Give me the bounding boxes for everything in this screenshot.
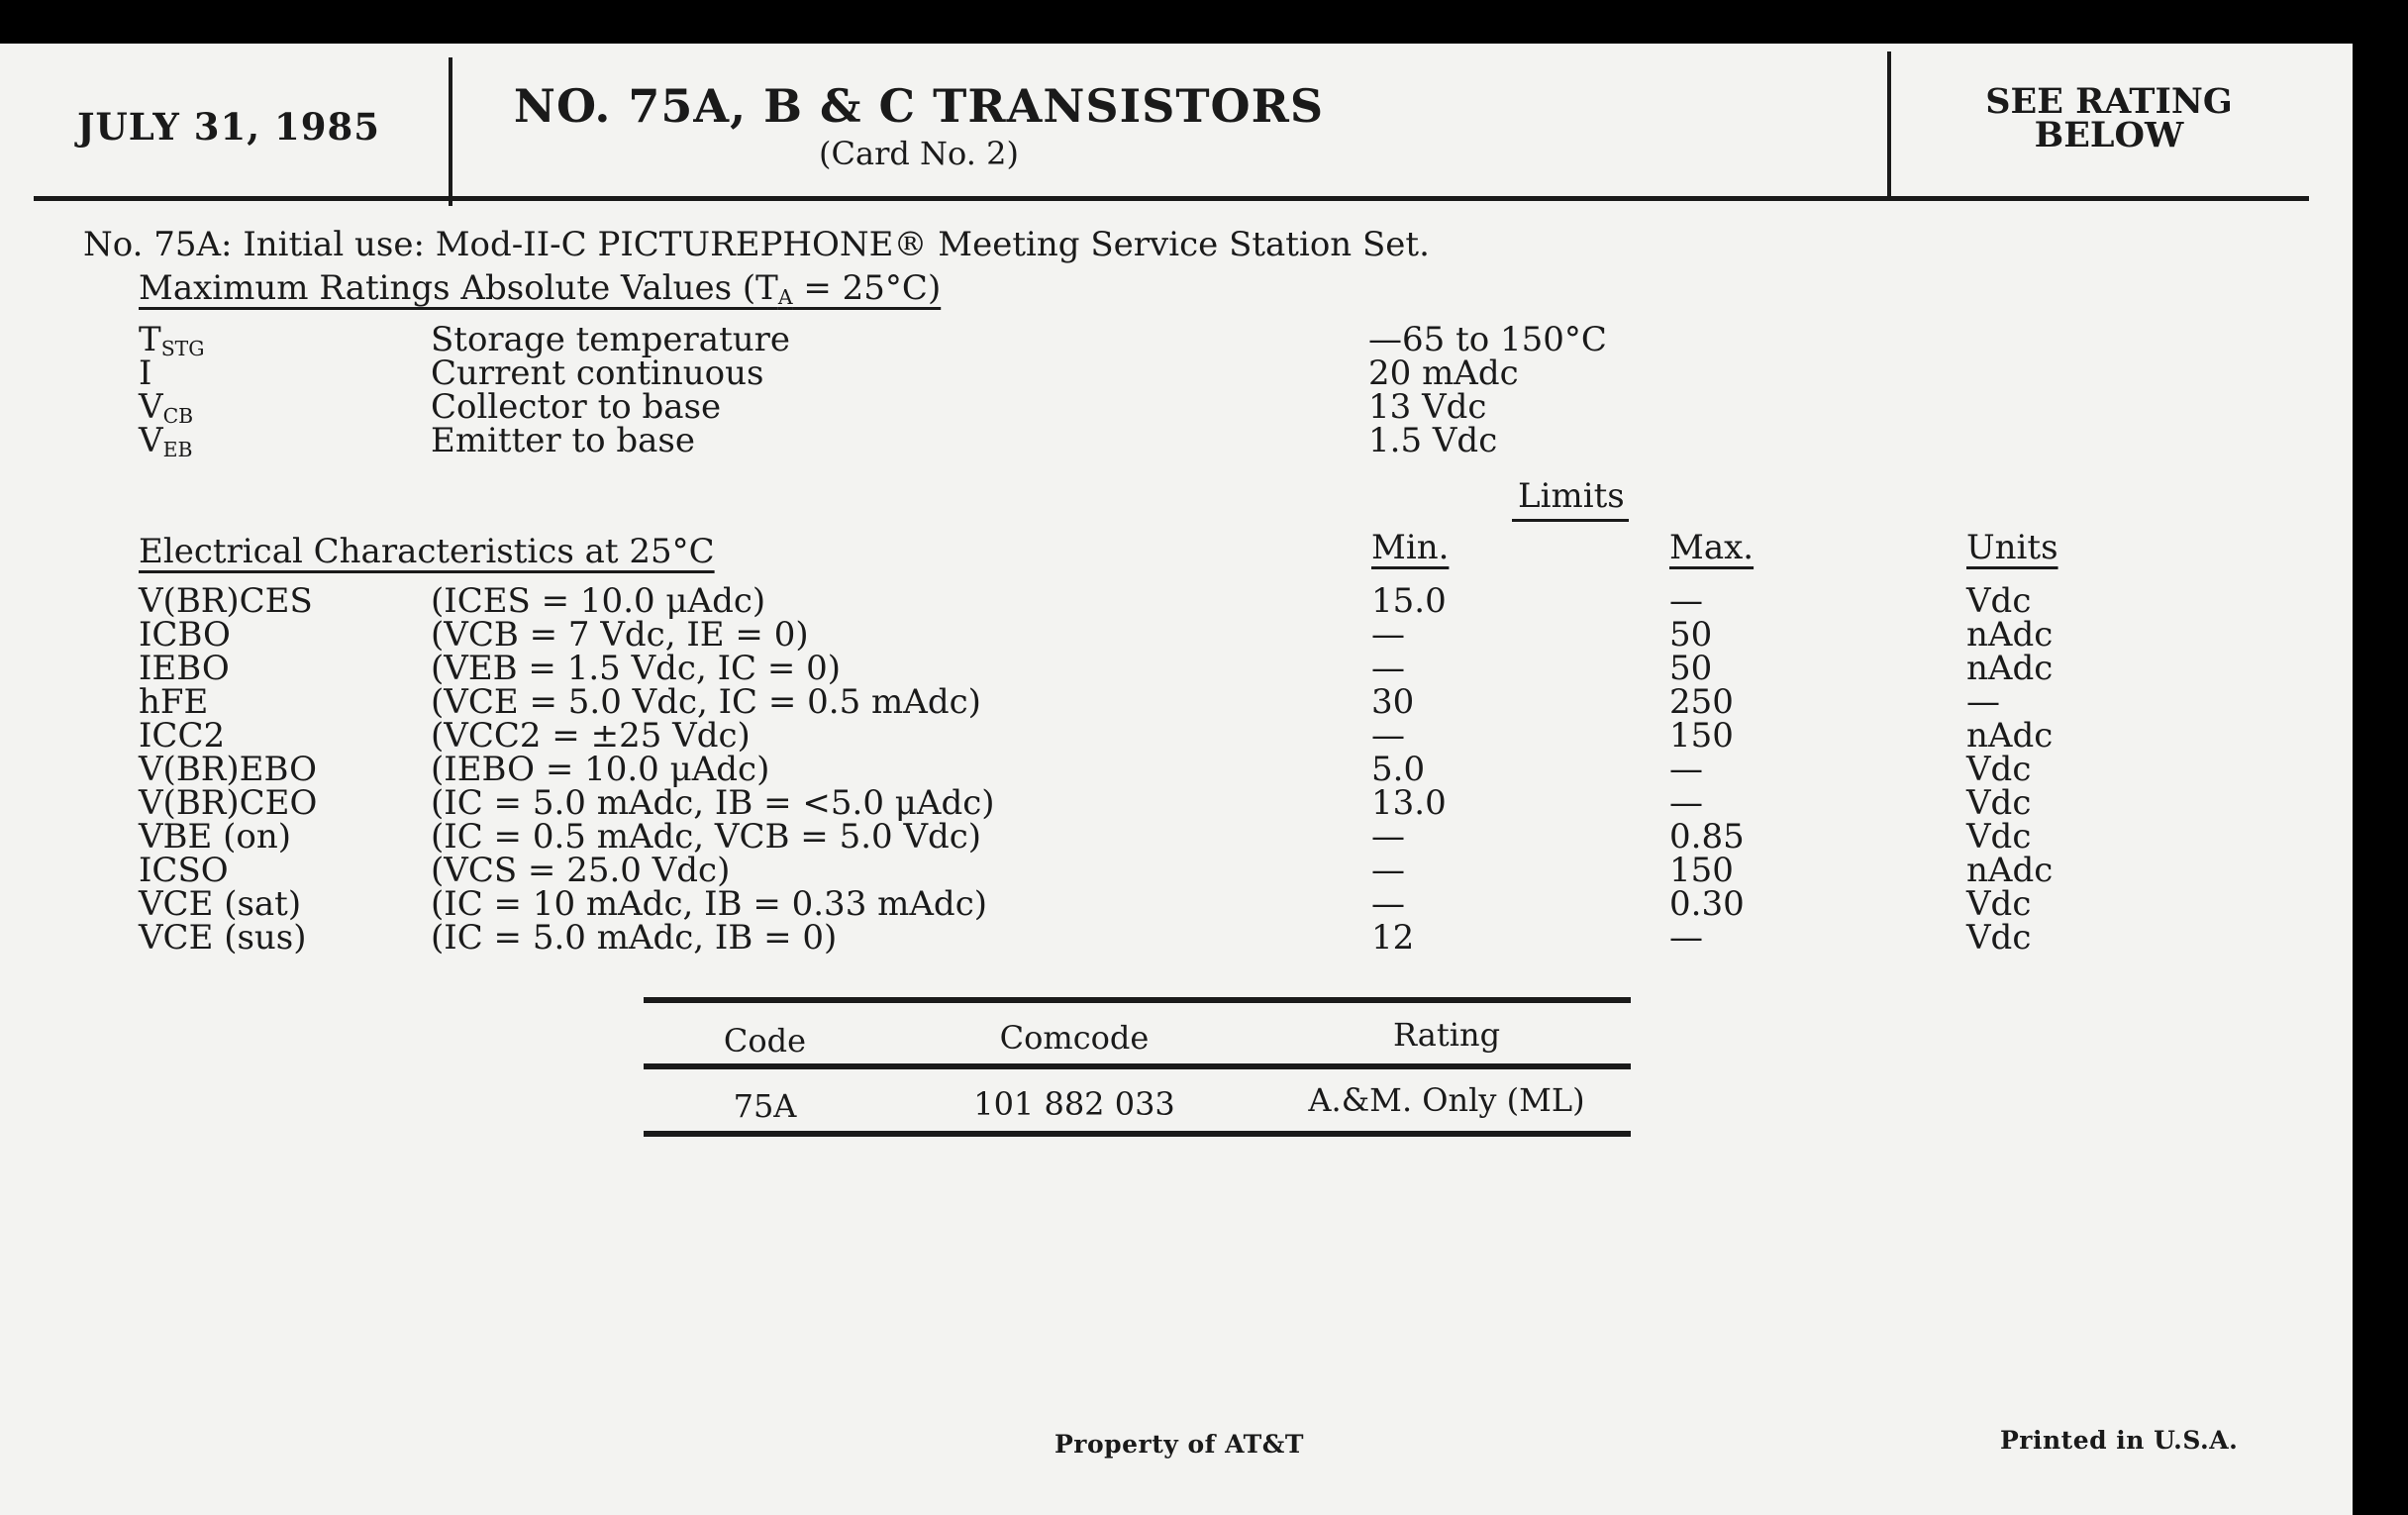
electrical-row [0,716,2353,756]
max-rating-value: 13 Vdc [1368,387,1487,427]
param-symbol: VCE (sat) [139,884,302,924]
max-ratings-heading: Maximum Ratings Absolute Values $(T_A = 25^\circ C)$ [139,268,942,310]
test-condition: (IC = 0.5 mAdc, VCB = 5.0 Vdc) [431,817,982,857]
table-cell-comcode: 101 882 033 [973,1085,1175,1123]
param-symbol: ICC2 [139,716,226,756]
max-rating-description: Storage temperature [431,320,791,359]
min-value: — [1371,851,1405,890]
card-title: NO. 75A, B & C TRANSISTORS [513,79,1325,133]
max-rating-value: 20 mAdc [1368,354,1519,393]
min-value: 12 [1371,918,1415,958]
max-rating-row [0,354,2353,393]
rating-note-line2: BELOW [2034,115,2184,155]
test-condition: (VCB = 7 Vdc, IE = 0) [431,615,809,655]
max-rating-value: —65 to 150°C [1368,320,1607,359]
max-value: 150 [1669,851,1734,890]
test-condition: (IC = 5.0 mAdc, IB = 0) [431,918,838,958]
min-value: 5.0 [1371,750,1426,789]
electrical-row [0,918,2353,958]
max-value: 50 [1669,615,1713,655]
test-condition: (VEB = 1.5 Vdc, IC = 0) [431,649,842,688]
units-value: nAdc [1966,716,2054,756]
electrical-rows [0,581,2353,980]
table-header-rule [644,1063,1631,1069]
printed-notice: Printed in U.S.A. [2000,1426,2239,1455]
min-value: — [1371,884,1405,924]
max-ratings-list [0,320,2353,462]
min-value: — [1371,615,1405,655]
param-symbol: hFE [139,682,209,722]
max-rating-symbol: $V_{CB}$ [139,387,194,429]
param-symbol: IEBO [139,649,230,688]
param-symbol: VCE (sus) [139,918,307,958]
max-value: — [1669,581,1703,621]
test-condition: (IC = 10 mAdc, IB = 0.33 mAdc) [431,884,987,924]
units-value: — [1966,682,2000,722]
col-min-header: Min. [1371,528,1450,567]
max-rating-symbol: $T_{STG}$ [139,320,205,361]
electrical-row [0,581,2353,621]
units-value: nAdc [1966,615,2054,655]
col-max-header: Max. [1669,528,1755,567]
test-condition: (VCE = 5.0 Vdc, IC = 0.5 mAdc) [431,682,981,722]
table-bottom-rule [644,1131,1631,1137]
max-rating-description: Current continuous [431,354,764,393]
max-rating-row [0,387,2353,429]
max-rating-row [0,421,2353,462]
max-value: 250 [1669,682,1734,722]
max-rating-description: Emitter to base [431,421,695,460]
test-condition: (ICES = 10.0 μAdc) [431,581,766,621]
units-value: Vdc [1966,918,2032,958]
max-value: — [1669,783,1703,823]
min-value: 30 [1371,682,1415,722]
card-subtitle: (Card No. 2) [819,135,1019,172]
units-value: Vdc [1966,750,2032,789]
table-cell-code: 75A [733,1087,797,1125]
max-rating-symbol: I [139,354,152,393]
rating-note-line1: SEE RATING [1985,81,2233,122]
electrical-row [0,851,2353,890]
limits-rule [1512,519,1629,522]
max-value: 0.30 [1669,884,1745,924]
electrical-row [0,817,2353,857]
electrical-row [0,649,2353,688]
table-cell-rating: A.&M. Only (ML) [1308,1081,1585,1119]
units-value: Vdc [1966,817,2032,857]
header-rule [34,196,2309,201]
rating-note [1941,81,2277,155]
min-value: — [1371,716,1405,756]
min-value: 13.0 [1371,783,1447,823]
limits-label: Limits [1518,476,1625,516]
max-rating-value: 1.5 Vdc [1368,421,1498,460]
param-symbol: V(BR)EBO [139,750,317,789]
property-notice: Property of AT&T [1054,1430,1304,1459]
param-symbol: V(BR)CES [139,581,313,621]
max-value: 0.85 [1669,817,1745,857]
param-symbol: VBE (on) [139,817,292,857]
max-value: 50 [1669,649,1713,688]
max-rating-description: Collector to base [431,387,722,427]
initial-use-text: No. 75A: Initial use: Mod-II-C PICTUREPHONE® Meeting Service Station Set. [83,225,1430,264]
max-rating-row [0,320,2353,361]
units-value: nAdc [1966,851,2054,890]
table-header-rating: Rating [1392,1016,1501,1054]
header-divider-right [1887,51,1891,200]
max-value: — [1669,750,1703,789]
table-header-code: Code [723,1022,807,1060]
test-condition: (VCC2 = ±25 Vdc) [431,716,751,756]
units-value: Vdc [1966,884,2032,924]
electrical-row [0,884,2353,924]
param-symbol: V(BR)CEO [139,783,318,823]
min-value: 15.0 [1371,581,1447,621]
table-header-comcode: Comcode [999,1019,1150,1057]
units-value: Vdc [1966,581,2032,621]
electrical-row [0,750,2353,789]
electrical-heading: Electrical Characteristics at 25°C [139,532,715,571]
min-value: — [1371,649,1405,688]
test-condition: (VCS = 25.0 Vdc) [431,851,731,890]
electrical-row [0,615,2353,655]
units-value: Vdc [1966,783,2032,823]
electrical-row [0,783,2353,823]
param-symbol: ICBO [139,615,231,655]
card-date: JULY 31, 1985 [77,105,380,149]
test-condition: (IEBO = 10.0 μAdc) [431,750,770,789]
min-value: — [1371,817,1405,857]
max-rating-symbol: $V_{EB}$ [139,421,193,462]
table-top-rule [644,997,1631,1003]
test-condition: (IC = 5.0 mAdc, IB = <5.0 μAdc) [431,783,995,823]
col-units-header: Units [1966,528,2058,567]
units-value: nAdc [1966,649,2054,688]
electrical-row [0,682,2353,722]
data-card [0,44,2353,1515]
max-value: 150 [1669,716,1734,756]
param-symbol: ICSO [139,851,229,890]
max-value: — [1669,918,1703,958]
